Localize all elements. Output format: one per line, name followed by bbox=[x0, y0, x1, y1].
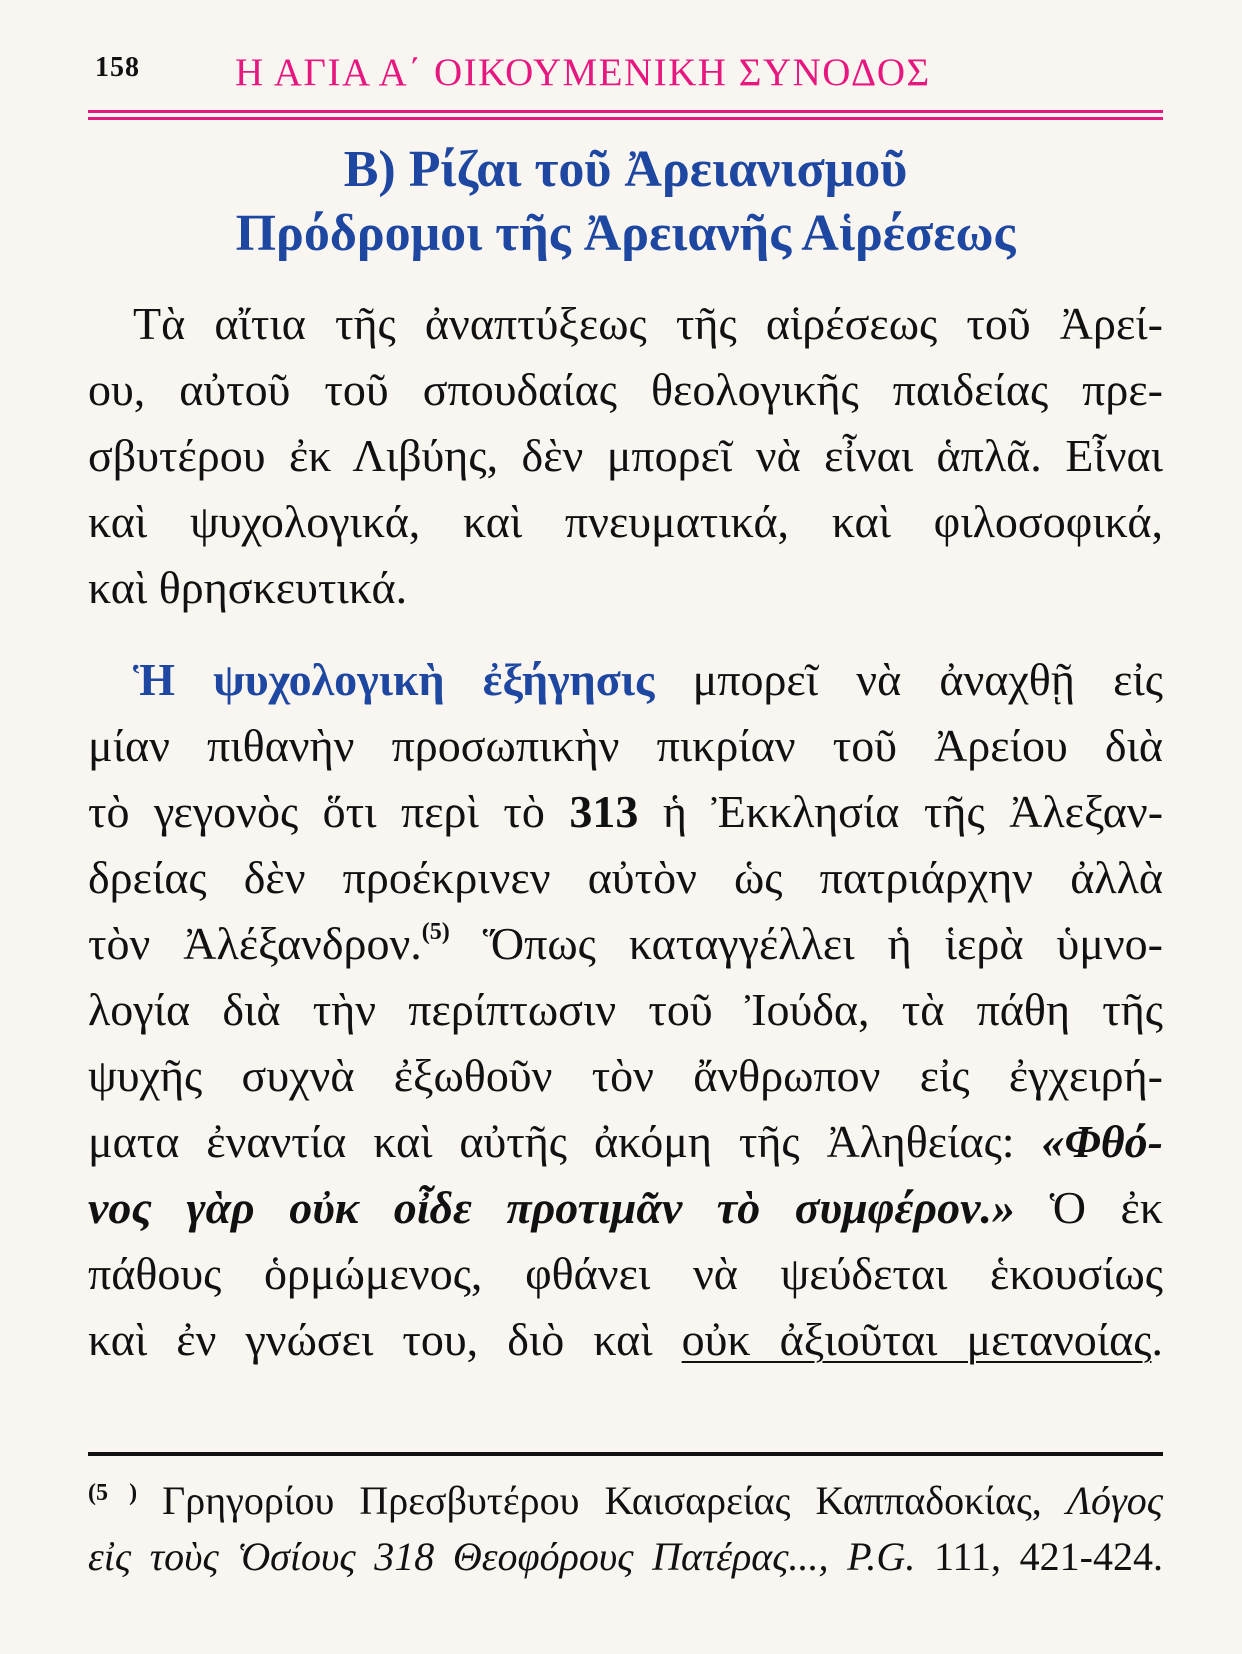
section-heading-line-1: Β) Ρίζαι τοῦ Ἀρειανισμοῦ bbox=[343, 141, 908, 198]
quotation: νος γὰρ οὐκ οἶδε προτιμᾶν τὸ συμφέρον.» bbox=[88, 1182, 1016, 1233]
footnote-reference: (5) bbox=[421, 919, 450, 945]
header-rule-bottom bbox=[88, 117, 1163, 120]
section-heading bbox=[88, 138, 1163, 266]
paragraph-2-line: λογία διὰ τὴν περίπτωσιν τοῦ Ἰούδα, τὰ πάθη τῆς bbox=[88, 984, 1163, 1035]
underlined-phrase: οὐκ ἀξιοῦται μετανοίας bbox=[681, 1314, 1152, 1365]
page-number: 158 bbox=[95, 52, 140, 83]
year-313: 313 bbox=[569, 786, 639, 837]
paragraph-1-line: σβυτέρου ἐκ Λιβύης, δὲν μπορεῖ νὰ εἶναι ἁπλᾶ. Εἶναι bbox=[88, 430, 1163, 481]
paragraph-2-line: τὸ γεγονὸς ὅτι περὶ τὸ 313 ἡ Ἐκκλησία τῆς Ἀλεξαν- bbox=[88, 786, 1164, 837]
paragraph-2-line: μίαν πιθανὴν προσωπικὴν πικρίαν τοῦ Ἀρείου διὰ bbox=[88, 720, 1163, 771]
header-rule-top bbox=[88, 110, 1163, 113]
paragraph-1-line: καὶ ψυχολογικά, καὶ πνευματικά, καὶ φιλοσοφικά, bbox=[88, 496, 1163, 547]
paragraph-2-line: νος γὰρ οὐκ οἶδε προτιμᾶν τὸ συμφέρον.» Ὁ ἐκ bbox=[88, 1182, 1163, 1233]
emphasis-psychological-explanation: Ἡ ψυχολογικὴ ἐξήγησις bbox=[133, 654, 655, 705]
paragraph-2-line: δρείας δὲν προέκρινεν αὐτὸν ὡς πατριάρχην ἀλλὰ bbox=[88, 852, 1163, 903]
paragraph-2-line: ματα ἐναντία καὶ αὐτῆς ἀκόμη τῆς Ἀληθείας: «Φθό- bbox=[88, 1116, 1163, 1167]
footnote-line: $^{(5 )}$ Γρηγορίου Πρεσβυτέρου Καισαρείας Καππαδοκίας, Λόγος bbox=[88, 1478, 1164, 1523]
paragraph-1-line: ου, αὐτοῦ τοῦ σπουδαίας θεολογικῆς παιδείας πρε- bbox=[88, 364, 1163, 415]
footnote-mark: (5 ) bbox=[88, 1480, 138, 1506]
paragraph-1-line: Τὰ αἴτια τῆς ἀναπτύξεως τῆς αἱρέσεως τοῦ Ἀρεί- bbox=[133, 298, 1163, 349]
paragraph-2-line: Ἡ ψυχολογικὴ ἐξήγησις μπορεῖ νὰ ἀναχθῇ εἰς bbox=[133, 654, 1163, 705]
running-title: Η ΑΓΙΑ Α΄ ΟΙΚΟΥΜΕΝΙΚΗ ΣΥΝΟΔΟΣ bbox=[235, 51, 931, 94]
paragraph-2-line: καὶ ἐν γνώσει του, διὸ καὶ οὐκ ἀξιοῦται μετανοίας. bbox=[88, 1314, 1163, 1365]
quotation: «Φθό- bbox=[1041, 1116, 1163, 1167]
paragraph-1-line: καὶ θρησκευτικά. bbox=[88, 562, 408, 613]
footnote-line: εἰς τοὺς Ὁσίους 318 Θεοφόρους Πατέρας..., P.G. 111, 421-424. bbox=[88, 1534, 1163, 1579]
paragraph-2-line: τὸν Ἀλέξανδρον.$^{(5)}$ Ὅπως καταγγέλλει ἡ ἱερὰ ὑμνο- bbox=[88, 918, 1163, 969]
paragraph-2-line: πάθους ὁρμώμενος, φθάνει νὰ ψεύδεται ἑκουσίως bbox=[88, 1248, 1163, 1299]
paragraph-2-line: ψυχῆς συχνὰ ἐξωθοῦν τὸν ἄνθρωπον εἰς ἐγχειρή- bbox=[88, 1050, 1163, 1101]
section-heading-line-2: Πρόδρομοι τῆς Ἀρειανῆς Αἱρέσεως bbox=[235, 205, 1016, 262]
footnote-rule bbox=[88, 1452, 1163, 1456]
